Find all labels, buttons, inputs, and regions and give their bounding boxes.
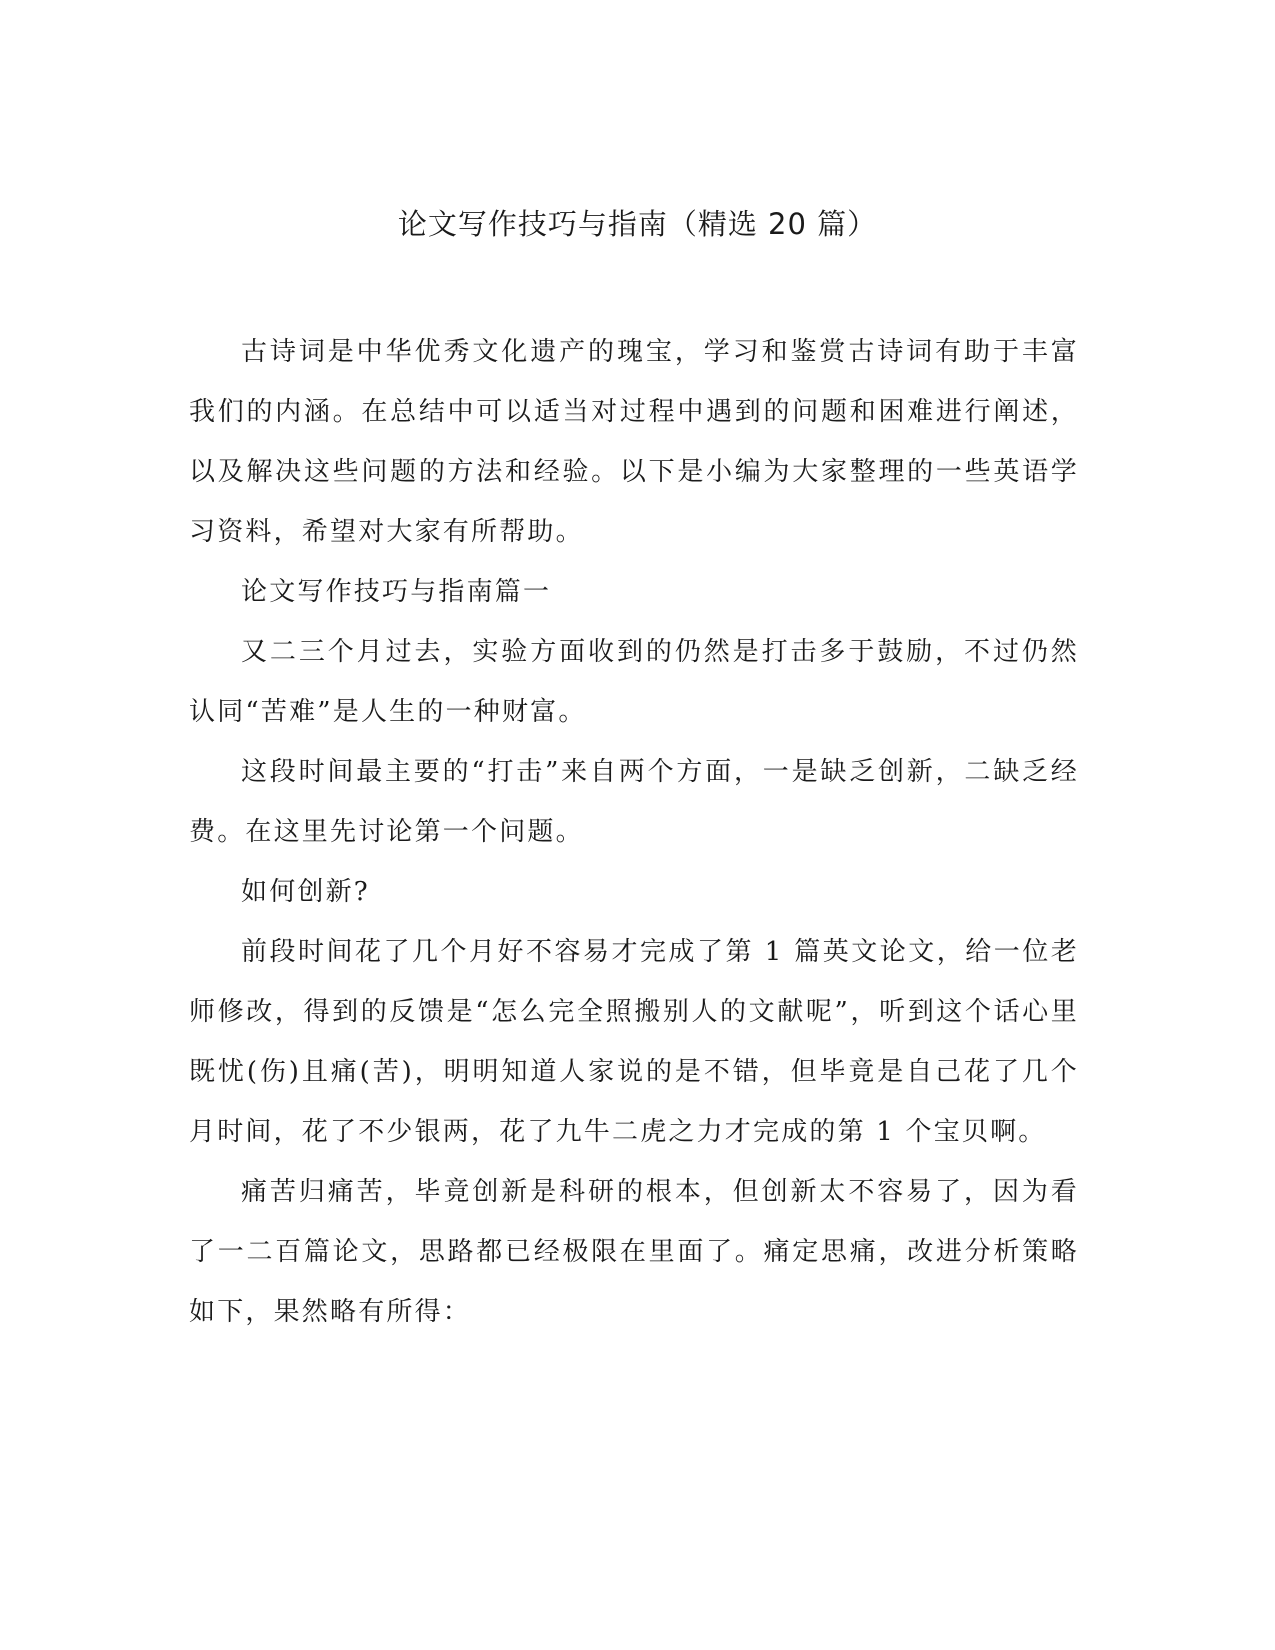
intro-paragraph: 古诗词是中华优秀文化遗产的瑰宝，学习和鉴赏古诗词有助于丰富我们的内涵。在总结中可以适当对过程中遇到的问题和困难进行阐述，以及解决这些问题的方法和经验。以下是小编为大家整理的一些英语学习资料，希望对大家有所帮助。 xyxy=(189,337,1079,547)
body-paragraph: 如何创新? xyxy=(241,877,370,907)
body-paragraph: 又二三个月过去，实验方面收到的仍然是打击多于鼓励，不过仍然认同“苦难”是人生的一种财富。 xyxy=(189,637,1079,727)
document-title: 论文写作技巧与指南（精选 20 篇） xyxy=(397,207,878,241)
document-body xyxy=(189,322,1079,1342)
section-heading: 论文写作技巧与指南篇一 xyxy=(241,577,552,607)
body-paragraph: 痛苦归痛苦，毕竟创新是科研的根本，但创新太不容易了，因为看了一二百篇论文，思路都已经极限在里面了。痛定思痛，改进分析策略如下，果然略有所得： xyxy=(189,1177,1079,1327)
body-paragraph: 前段时间花了几个月好不容易才完成了第 1 篇英文论文，给一位老师修改，得到的反馈是“怎么完全照搬别人的文献呢”，听到这个话心里既忧(伤)且痛(苦)，明明知道人家说的是不错，但毕竟是自己花了几个月时间，花了不少银两，花了九牛二虎之力才完成的第 1 个宝贝啊。 xyxy=(189,937,1079,1147)
body-paragraph: 这段时间最主要的“打击”来自两个方面，一是缺乏创新，二缺乏经费。在这里先讨论第一个问题。 xyxy=(189,757,1079,847)
